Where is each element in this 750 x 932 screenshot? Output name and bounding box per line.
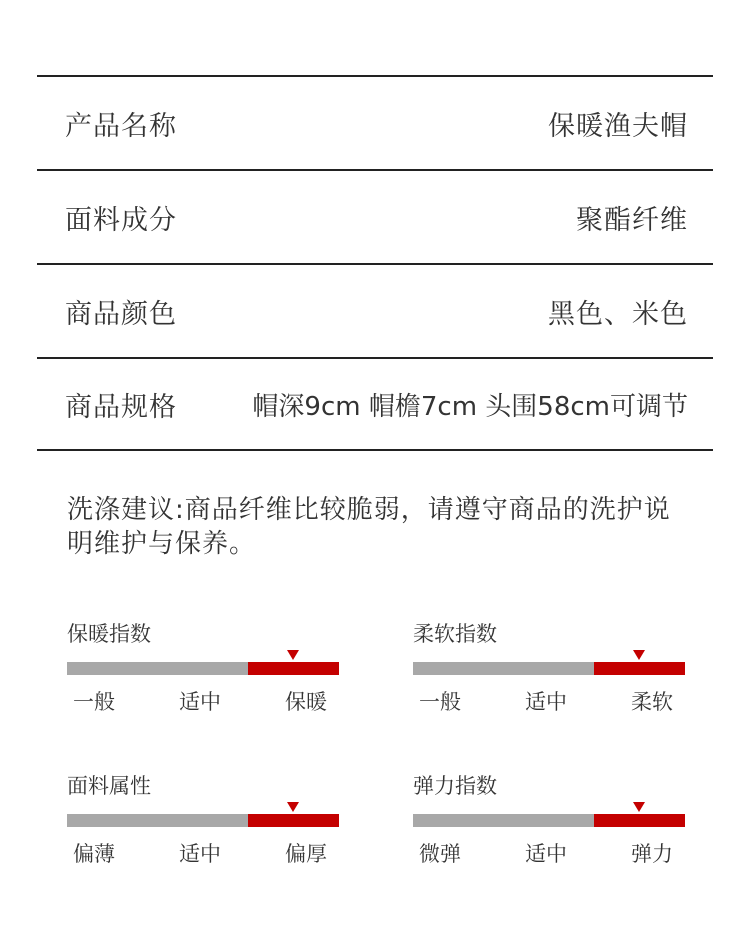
spec-row-size (37, 357, 713, 451)
meter-track (67, 662, 339, 675)
warmth-meter (67, 618, 339, 718)
meter-marker-icon (287, 802, 299, 812)
scale-high: 保暖 (285, 690, 327, 714)
meter-fill (248, 662, 339, 675)
spec-label: 商品颜色 (65, 298, 177, 330)
meter-track (413, 662, 685, 675)
scale-high: 柔软 (631, 690, 673, 714)
scale-high: 弹力 (631, 842, 673, 866)
meter-marker-icon (633, 802, 645, 812)
spec-row-product-name (37, 75, 713, 169)
spec-row-color (37, 263, 713, 357)
scale-low: 微弹 (419, 842, 461, 866)
spec-value: 保暖渔夫帽 (548, 110, 688, 142)
meter-title: 弹力指数 (413, 774, 497, 798)
meter-fill (248, 814, 339, 827)
spec-value: 聚酯纤维 (576, 204, 688, 236)
meter-marker-icon (287, 650, 299, 660)
meter-track (413, 814, 685, 827)
scale-mid: 适中 (179, 690, 221, 714)
spec-value: 黑色、米色 (548, 298, 688, 330)
meter-title: 面料属性 (67, 774, 151, 798)
meter-fill (594, 662, 685, 675)
scale-mid: 适中 (179, 842, 221, 866)
care-instructions: 洗涤建议:商品纤维比较脆弱，请遵守商品的洗护说明维护与保养。 (67, 495, 671, 559)
spec-label: 商品规格 (65, 391, 177, 423)
spec-row-material (37, 169, 713, 263)
elasticity-meter (413, 770, 685, 870)
meter-title: 柔软指数 (413, 622, 497, 646)
scale-low: 偏薄 (73, 842, 115, 866)
spec-value: 帽深9cm 帽檐7cm 头围58cm可调节 (252, 391, 688, 422)
spec-label: 产品名称 (65, 110, 177, 142)
scale-low: 一般 (419, 690, 461, 714)
spec-label: 面料成分 (65, 204, 177, 236)
meter-track (67, 814, 339, 827)
product-spec-table (37, 75, 713, 451)
fabric-thickness-meter (67, 770, 339, 870)
meter-title: 保暖指数 (67, 622, 151, 646)
softness-meter (413, 618, 685, 718)
scale-mid: 适中 (525, 842, 567, 866)
meter-marker-icon (633, 650, 645, 660)
scale-high: 偏厚 (285, 842, 327, 866)
scale-low: 一般 (73, 690, 115, 714)
meter-fill (594, 814, 685, 827)
scale-mid: 适中 (525, 690, 567, 714)
